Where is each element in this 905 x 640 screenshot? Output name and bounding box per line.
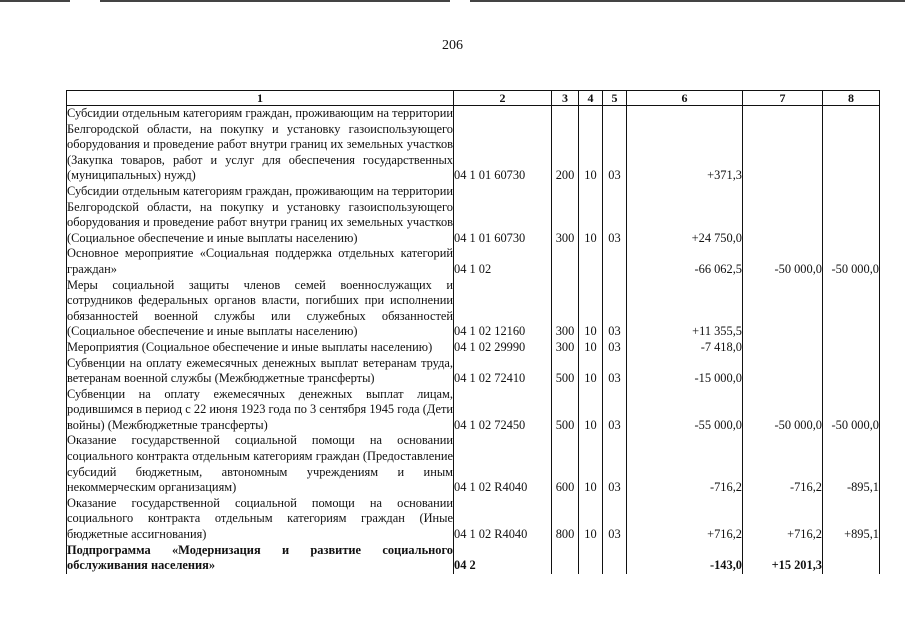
row-subsection-cell xyxy=(603,246,627,277)
row-subsection-cell: 03 xyxy=(603,433,627,495)
header-col-7: 7 xyxy=(743,91,823,106)
row-code-cell: 04 1 02 xyxy=(454,246,552,277)
row-subsection-cell: 03 xyxy=(603,184,627,246)
table-row xyxy=(67,246,880,277)
row-subsection-cell: 03 xyxy=(603,278,627,340)
row-amount-col7-cell: -50 000,0 xyxy=(743,387,823,434)
row-subsection-cell: 03 xyxy=(603,496,627,543)
row-amount-col7-cell xyxy=(743,278,823,340)
row-kvr-cell: 500 xyxy=(552,356,579,387)
row-amount-col8-cell xyxy=(823,340,880,356)
table-row xyxy=(67,340,880,356)
header-col-3: 3 xyxy=(552,91,579,106)
row-amount-col7-cell: -716,2 xyxy=(743,433,823,495)
header-col-4: 4 xyxy=(579,91,603,106)
row-section-cell: 10 xyxy=(579,184,603,246)
row-amount-col7-cell xyxy=(743,106,823,184)
row-amount-col7-cell xyxy=(743,356,823,387)
row-section-cell: 10 xyxy=(579,496,603,543)
row-name-cell: Субсидии отдельным категориям граждан, проживающим на территории Белгородской области, на покупку и установку газоиспользующего оборудования и проведение работ внутри границ их земельных участков (Социальное обеспечение и иные выплаты населению) xyxy=(67,183,453,245)
row-section-cell: 10 xyxy=(579,387,603,434)
page-number: 206 xyxy=(442,38,463,53)
header-col-6: 6 xyxy=(627,91,743,106)
row-amount-col7-cell: +716,2 xyxy=(743,496,823,543)
row-amount-col6-cell: -143,0 xyxy=(627,543,743,574)
row-amount-col7-cell: +15 201,3 xyxy=(743,543,823,574)
row-kvr-cell xyxy=(552,543,579,574)
header-col-5: 5 xyxy=(603,91,627,106)
row-kvr-cell: 600 xyxy=(552,433,579,495)
row-amount-col8-cell xyxy=(823,184,880,246)
row-amount-col6-cell: -55 000,0 xyxy=(627,387,743,434)
row-amount-col8-cell xyxy=(823,356,880,387)
header-col-2: 2 xyxy=(454,91,552,106)
header-col-1: 1 xyxy=(67,91,454,106)
table-row xyxy=(67,387,880,434)
row-amount-col6-cell: -7 418,0 xyxy=(627,340,743,356)
table-row xyxy=(67,496,880,543)
row-code-cell: 04 1 02 R4040 xyxy=(454,496,552,543)
row-amount-col6-cell: +371,3 xyxy=(627,106,743,184)
row-amount-col6-cell: +11 355,5 xyxy=(627,278,743,340)
table-row xyxy=(67,543,880,574)
table-row xyxy=(67,106,880,184)
row-code-cell: 04 1 02 29990 xyxy=(454,340,552,356)
row-name-cell: Оказание государственной социальной помощи на основании социального контракта отдельным категориям граждан (Предоставление субсидий бюджетным, автономным учреждениям и иным некоммерческим организациям) xyxy=(67,433,453,495)
row-name-cell: Субвенции на оплату ежемесячных денежных выплат ветеранам труда, ветеранам военной службы (Межбюджетные трансферты) xyxy=(67,355,453,386)
row-section-cell: 10 xyxy=(579,278,603,340)
row-kvr-cell xyxy=(552,246,579,277)
row-kvr-cell: 500 xyxy=(552,387,579,434)
row-name-cell: Меры социальной защиты членов семей военнослужащих и сотрудников федеральных органов власти, погибших при исполнении обязанностей военной службы или служебных обязанностей (Социальное обеспечение и иные выплаты населению) xyxy=(67,277,453,339)
row-amount-col6-cell: -15 000,0 xyxy=(627,356,743,387)
row-amount-col8-cell: -895,1 xyxy=(823,433,880,495)
row-section-cell xyxy=(579,543,603,574)
table-body xyxy=(67,106,880,574)
row-section-cell: 10 xyxy=(579,433,603,495)
row-amount-col7-cell: -50 000,0 xyxy=(743,246,823,277)
row-code-cell: 04 1 02 R4040 xyxy=(454,433,552,495)
row-section-cell xyxy=(579,246,603,277)
row-subsection-cell: 03 xyxy=(603,106,627,184)
row-section-cell: 10 xyxy=(579,106,603,184)
row-code-cell: 04 1 02 12160 xyxy=(454,278,552,340)
page-top-edge xyxy=(0,0,905,2)
row-code-cell: 04 1 01 60730 xyxy=(454,184,552,246)
row-amount-col7-cell xyxy=(743,340,823,356)
row-section-cell: 10 xyxy=(579,340,603,356)
row-amount-col7-cell xyxy=(743,184,823,246)
budget-table xyxy=(66,90,880,574)
row-amount-col6-cell: -66 062,5 xyxy=(627,246,743,277)
row-section-cell: 10 xyxy=(579,356,603,387)
row-kvr-cell: 300 xyxy=(552,340,579,356)
table-row xyxy=(67,356,880,387)
row-name-cell: Подпрограмма «Модернизация и развитие социального обслуживания населения» xyxy=(67,542,453,573)
row-amount-col8-cell: -50 000,0 xyxy=(823,246,880,277)
row-amount-col8-cell xyxy=(823,543,880,574)
row-subsection-cell: 03 xyxy=(603,387,627,434)
table-header-row xyxy=(67,91,880,106)
row-name-cell: Оказание государственной социальной помощи на основании социального контракта отдельным категориям граждан (Иные бюджетные ассигнования) xyxy=(67,495,453,542)
row-code-cell: 04 1 02 72450 xyxy=(454,387,552,434)
row-code-cell: 04 2 xyxy=(454,543,552,574)
row-name-cell: Мероприятия (Социальное обеспечение и иные выплаты населению) xyxy=(67,340,454,356)
row-amount-col6-cell: +716,2 xyxy=(627,496,743,543)
row-name-cell: Субвенции на оплату ежемесячных денежных выплат лицам, родившимся в период с 22 июня 1923 года по 3 сентября 1945 года (Дети войны) (Межбюджетные трансферты) xyxy=(67,386,453,432)
header-col-8: 8 xyxy=(823,91,880,106)
row-subsection-cell xyxy=(603,543,627,574)
row-amount-col8-cell: -50 000,0 xyxy=(823,387,880,434)
row-subsection-cell: 03 xyxy=(603,340,627,356)
row-kvr-cell: 300 xyxy=(552,278,579,340)
row-name-cell: Субсидии отдельным категориям граждан, проживающим на территории Белгородской области, на покупку и установку газоиспользующего оборудования и проведение работ внутри границ их земельных участков (Закупка товаров, работ и услуг для обеспечения государственных (муниципальных) нужд) xyxy=(67,106,453,183)
table-row xyxy=(67,433,880,495)
row-amount-col8-cell xyxy=(823,278,880,340)
row-amount-col8-cell: +895,1 xyxy=(823,496,880,543)
row-code-cell: 04 1 01 60730 xyxy=(454,106,552,184)
row-kvr-cell: 300 xyxy=(552,184,579,246)
row-kvr-cell: 200 xyxy=(552,106,579,184)
row-amount-col8-cell xyxy=(823,106,880,184)
table-row xyxy=(67,184,880,246)
table-row xyxy=(67,278,880,340)
row-kvr-cell: 800 xyxy=(552,496,579,543)
row-code-cell: 04 1 02 72410 xyxy=(454,356,552,387)
row-subsection-cell: 03 xyxy=(603,356,627,387)
row-amount-col6-cell: +24 750,0 xyxy=(627,184,743,246)
row-name-cell: Основное мероприятие «Социальная поддержка отдельных категорий граждан» xyxy=(67,246,453,276)
row-amount-col6-cell: -716,2 xyxy=(627,433,743,495)
